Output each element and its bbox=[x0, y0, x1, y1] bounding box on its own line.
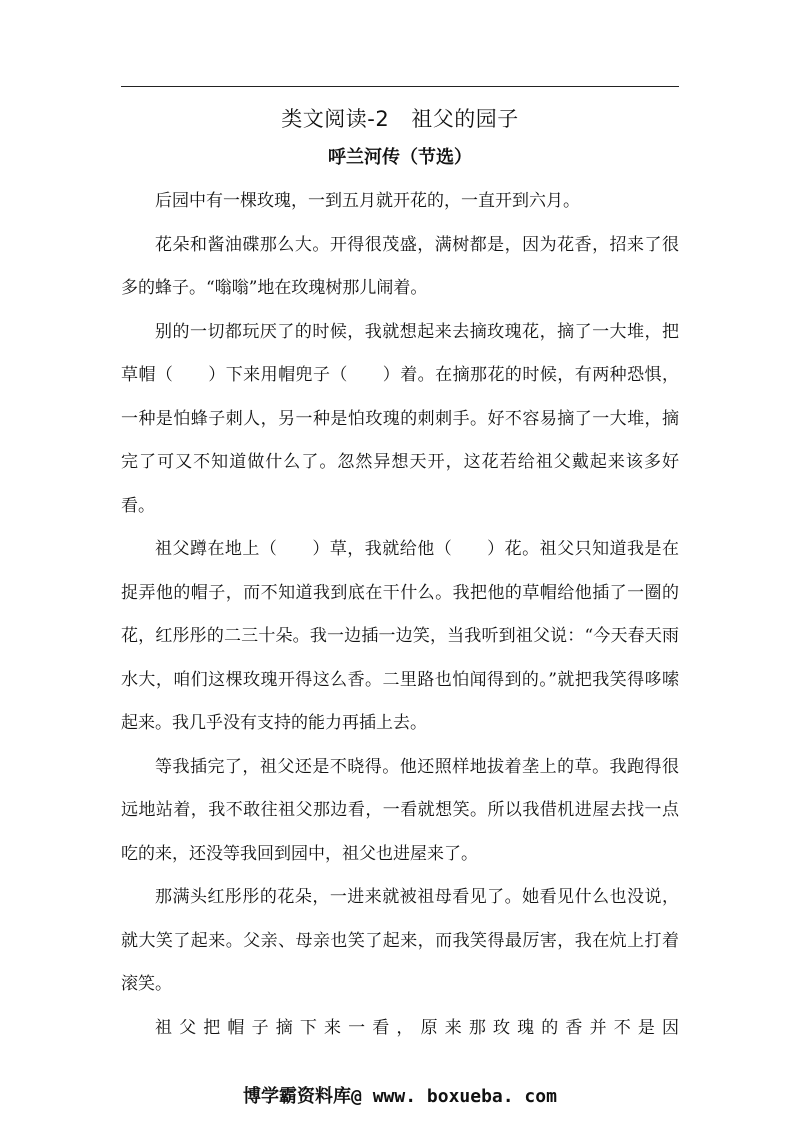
page-title bbox=[121, 100, 679, 138]
paragraph-5: 等我插完了，祖父还是不晓得。他还照样地拔着垄上的草。我跑得很远地站着，我不敢往祖父那边看，一看就想笑。所以我借机进屋去找一点吃的来，还没等我回到园中，祖父也进屋来了。 bbox=[121, 756, 679, 864]
article bbox=[121, 100, 679, 1050]
title-series: 类文阅读-2 bbox=[281, 107, 390, 131]
title-name: 祖父的园子 bbox=[411, 107, 519, 131]
top-divider bbox=[121, 86, 679, 87]
paragraph-7: 祖父把帽子摘下来一看，原来那玫瑰的香并不是因 bbox=[155, 1017, 679, 1038]
paragraph-4: 祖父蹲在地上（ ）草，我就给他（ ）花。祖父只知道我是在捉弄他的帽子，而不知道我到底在干什么。我把他的草帽给他插了一圈的花，红彤彤的二三十朵。我一边插一边笑，当我听到祖父说：“今天春天雨水大，咱们这棵玫瑰开得这么香。二里路也怕闻得到的。”就把我笑得哆嗦起来。我几乎没有支持的能力再插上去。 bbox=[121, 539, 679, 733]
page-subtitle: 呼兰河传（节选） bbox=[328, 147, 472, 168]
paragraph-6: 那满头红彤彤的花朵，一进来就被祖母看见了。她看见什么也没说，就大笑了起来。父亲、母亲也笑了起来，而我笑得最厉害，我在炕上打着滚笑。 bbox=[121, 887, 679, 994]
paragraph-2: 花朵和酱油碟那么大。开得很茂盛，满树都是，因为花香，招来了很多的蜂子。“嗡嗡”地在玫瑰树那儿闹着。 bbox=[121, 234, 679, 298]
paragraph-1: 后园中有一棵玫瑰，一到五月就开花的，一直开到六月。 bbox=[155, 191, 580, 211]
paragraph-3: 别的一切都玩厌了的时候，我就想起来去摘玫瑰花，摘了一大堆，把草帽（ ）下来用帽兜子（ ）着。在摘那花的时候，有两种恐惧，一种是怕蜂子刺人，另一种是怕玫瑰的刺刺手。好不容易摘了一大堆，摘完了可又不知道做什么了。忽然异想天开，这花若给祖父戴起来该多好看。 bbox=[121, 321, 679, 516]
footer-watermark: 博学霸资料库@ www. boxueba. com bbox=[243, 1086, 557, 1107]
